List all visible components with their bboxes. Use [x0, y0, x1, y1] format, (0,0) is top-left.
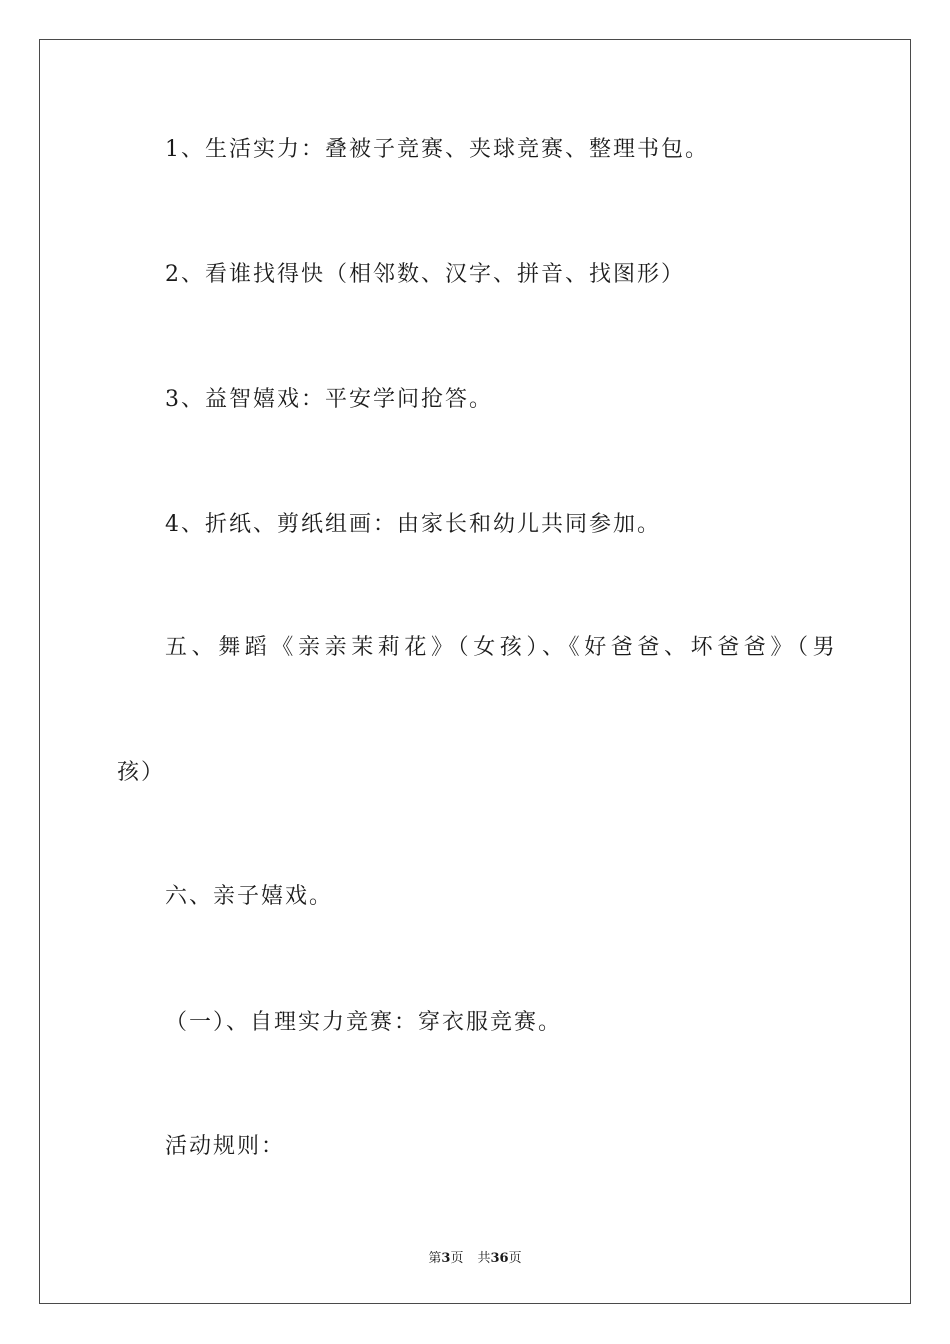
footer-page-suffix: 页	[450, 1251, 464, 1266]
paragraph-1: 1、生活实力：叠被子竞赛、夹球竞赛、整理书包。	[165, 137, 709, 162]
paragraph-5: 五、舞蹈《亲亲茉莉花》（女孩）、《好爸爸、坏爸爸》（男	[165, 635, 840, 660]
footer-total-pages: 36	[490, 1251, 509, 1266]
paragraph-7: （一）、自理实力竞赛：穿衣服竞赛。	[165, 1010, 563, 1035]
footer-total-suffix: 页	[508, 1251, 522, 1266]
paragraph-6: 六、亲子嬉戏。	[165, 884, 334, 909]
footer-page-prefix: 第	[428, 1251, 442, 1266]
paragraph-3: 3、益智嬉戏：平安学问抢答。	[165, 387, 493, 412]
paragraph-2: 2、看谁找得快（相邻数、汉字、拼音、找图形）	[165, 262, 685, 287]
paragraph-4: 4、折纸、剪纸组画：由家长和幼儿共同参加。	[165, 512, 661, 537]
paragraph-8: 活动规则：	[165, 1134, 286, 1159]
footer-page-number: 3	[441, 1251, 451, 1266]
footer-total-prefix: 共	[477, 1251, 491, 1266]
page-footer	[0, 1247, 950, 1266]
paragraph-5-continued: 孩）	[117, 760, 166, 785]
page-border	[39, 39, 911, 1304]
